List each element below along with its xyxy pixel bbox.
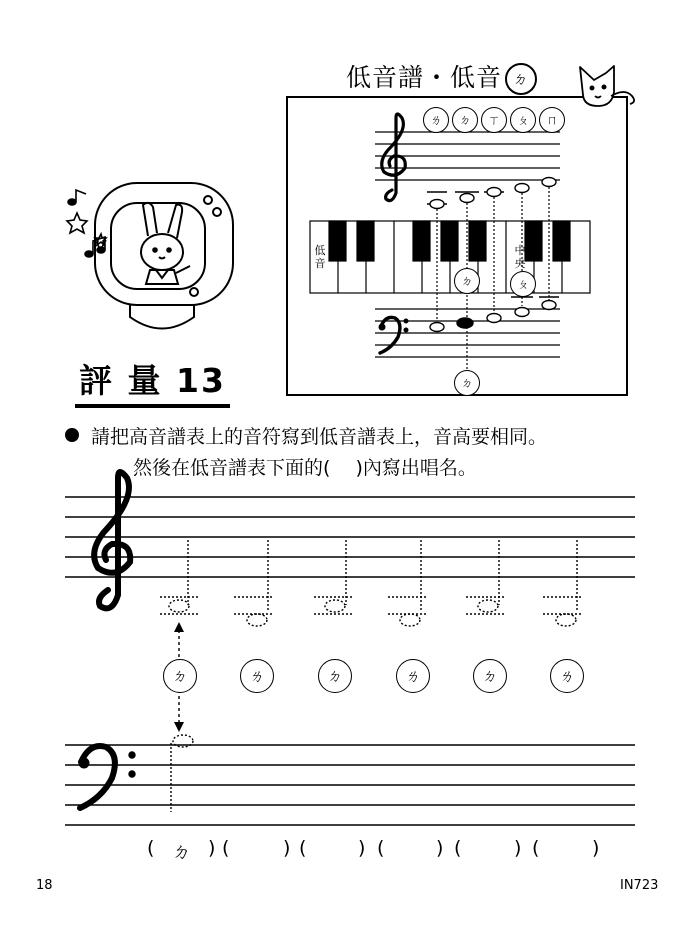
rabbit-tv-mascot	[95, 183, 233, 329]
ref-treble-notes	[427, 178, 556, 209]
answer-open-paren: (	[147, 837, 155, 859]
hint-note-badge: ㄉ	[473, 659, 507, 693]
ref-note-badge: ㄒ	[481, 107, 507, 133]
page-number: 18	[36, 878, 53, 893]
lesson-label: 評 量 13	[75, 355, 230, 408]
hint-note-badge: ㄌ	[396, 659, 430, 693]
hint-note-badge: ㄌ	[240, 659, 274, 693]
key-mark-badge: ㄆ	[510, 271, 536, 297]
answer-open-paren: (	[222, 837, 230, 859]
title-note-badge: ㄉ	[505, 63, 537, 95]
answer-open-paren: (	[377, 837, 385, 859]
key-mark-badge: ㄉ	[454, 268, 480, 294]
ref-note-badge: ㄆ	[510, 107, 536, 133]
exercise-bass-clef	[79, 746, 135, 808]
bullet-icon	[65, 428, 79, 442]
ref-treble-clef	[382, 114, 406, 201]
answer-close-paren: )	[358, 837, 366, 859]
hint-note-badge: ㄉ	[318, 659, 352, 693]
exercise-treble-hints	[160, 540, 583, 626]
hint-note-badge: ㄉ	[163, 659, 197, 693]
answer-open-paren: (	[532, 837, 540, 859]
answer-close-paren: )	[208, 837, 216, 859]
exercise-treble-staff	[65, 497, 635, 577]
answer-close-paren: )	[436, 837, 444, 859]
answer-open-paren: (	[454, 837, 462, 859]
keyboard	[310, 221, 590, 293]
ref-note-badge: ㄇ	[539, 107, 565, 133]
ref-note-badge: ㄌ	[423, 107, 449, 133]
page-title	[346, 58, 537, 95]
answer-close-paren: )	[283, 837, 291, 859]
answer-close-paren: )	[514, 837, 522, 859]
instruction-line-1	[65, 422, 547, 449]
answer-open-paren: (	[299, 837, 307, 859]
answer-field-1[interactable]: ㄉ	[172, 841, 192, 863]
cat-mascot	[580, 66, 634, 106]
page-title-text: 低音譜・低音	[346, 63, 503, 92]
exercise-treble-clef	[94, 472, 130, 608]
hint-note-badge: ㄌ	[550, 659, 584, 693]
instruction-line-1-text: 請把高音譜表上的音符寫到低音譜表上，音高要相同。	[91, 426, 548, 448]
exercise-bass-staff	[65, 745, 635, 825]
answer-close-paren: )	[592, 837, 600, 859]
exercise-bass-example	[171, 735, 193, 812]
keyboard-label-low: 低音	[314, 244, 326, 270]
book-code: IN723	[620, 878, 659, 893]
instruction-line-2: 然後在低音譜表下面的( )內寫出唱名。	[133, 457, 477, 479]
ref-bass-clef	[379, 317, 408, 353]
bass-note-badge: ㄉ	[454, 370, 480, 396]
keyboard-label-middle: 中央	[514, 244, 526, 270]
ref-note-badge: ㄉ	[452, 107, 478, 133]
